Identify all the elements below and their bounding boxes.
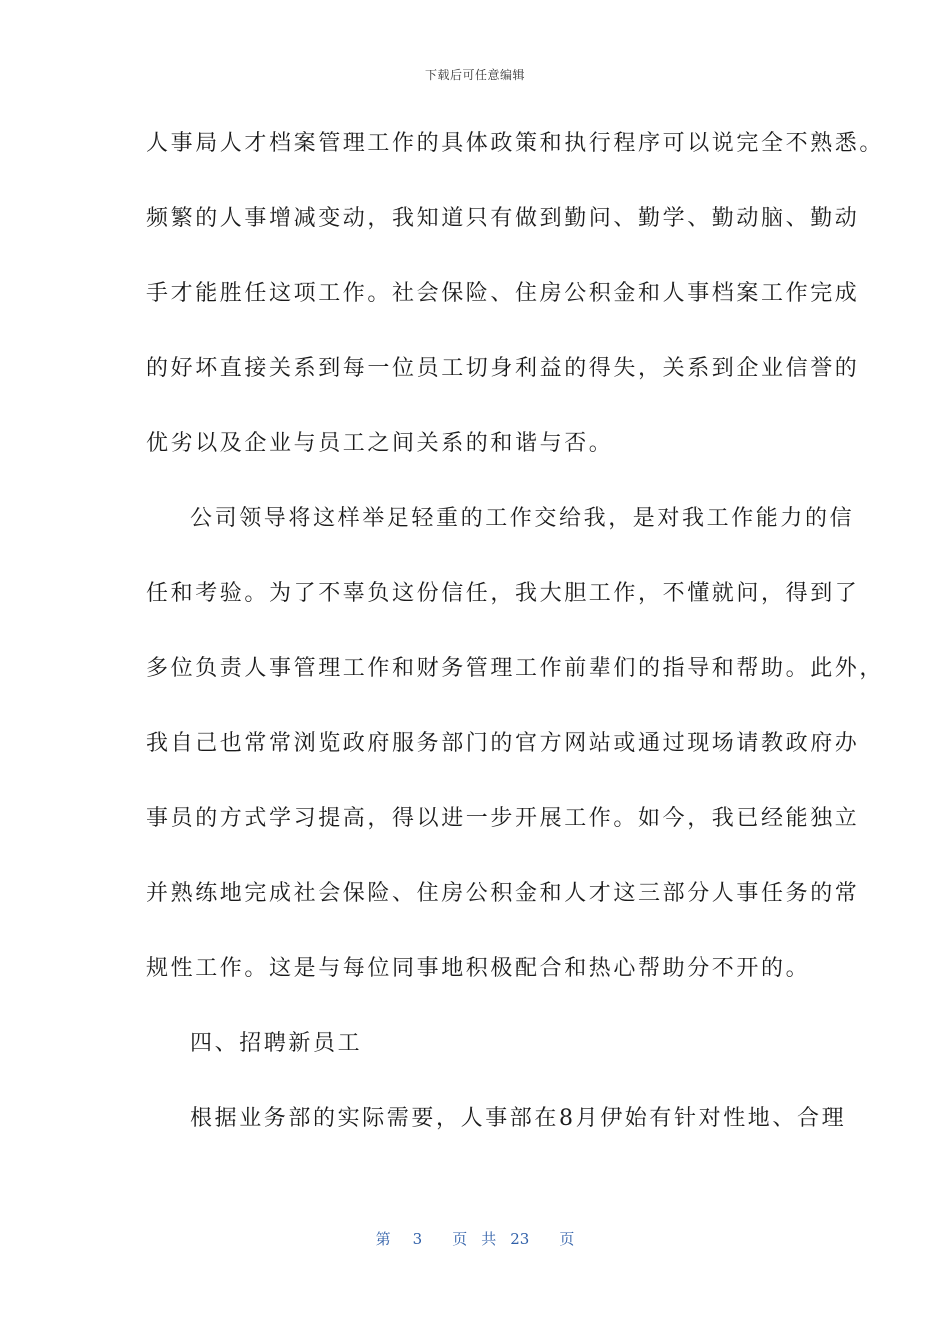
section-heading: 四、招聘新员工 xyxy=(190,1031,363,1056)
body-line: 手才能胜任这项工作。社会保险、住房公积金和人事档案工作完成 xyxy=(146,281,860,306)
body-line: 规性工作。这是与每位同事地积极配合和热心帮助分不开的。 xyxy=(146,956,811,981)
body-line: 我自己也常常浏览政府服务部门的官方网站或通过现场请教政府办 xyxy=(146,731,860,756)
page-prefix: 第 xyxy=(375,1230,391,1248)
total-suffix: 页 xyxy=(559,1230,575,1248)
current-page-number: 3 xyxy=(412,1230,423,1248)
body-line: 事员的方式学习提高，得以进一步开展工作。如今，我已经能独立 xyxy=(146,806,860,831)
body-line: 的好坏直接关系到每一位员工切身利益的得失，关系到企业信誉的 xyxy=(146,356,860,381)
body-line: 并熟练地完成社会保险、住房公积金和人才这三部分人事任务的常 xyxy=(146,881,860,906)
page-suffix: 页 xyxy=(452,1230,468,1248)
body-line: 人事局人才档案管理工作的具体政策和执行程序可以说完全不熟悉。 xyxy=(146,131,885,156)
body-line: 多位负责人事管理工作和财务管理工作前辈们的指导和帮助。此外， xyxy=(146,656,885,681)
body-line: 公司领导将这样举足轻重的工作交给我，是对我工作能力的信 xyxy=(190,506,855,531)
document-body xyxy=(146,126,885,1176)
page-footer xyxy=(0,1228,950,1249)
header-note: 下载后可任意编辑 xyxy=(424,68,525,82)
body-line: 频繁的人事增减变动，我知道只有做到勤问、勤学、勤动脑、勤动 xyxy=(146,206,860,231)
body-line: 优劣以及企业与员工之间关系的和谐与否。 xyxy=(146,431,614,456)
body-line: 根据业务部的实际需要，人事部在8月伊始有针对性地、合理 xyxy=(190,1106,847,1131)
total-pages-number: 23 xyxy=(510,1230,530,1248)
body-line: 任和考验。为了不辜负这份信任，我大胆工作，不懂就问，得到了 xyxy=(146,581,860,606)
total-prefix: 共 xyxy=(481,1230,497,1248)
